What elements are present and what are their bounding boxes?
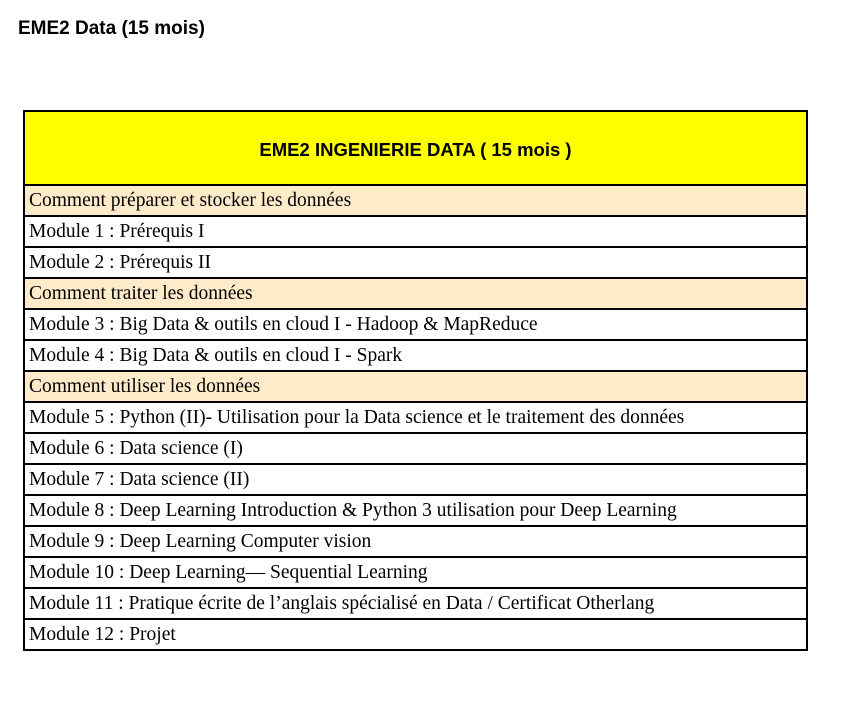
module-row-1 — [24, 216, 807, 247]
module-row-12 — [24, 619, 807, 650]
section-row-process — [24, 278, 807, 309]
module-label: Module 4 : Big Data & outils en cloud I - Spark — [24, 340, 807, 371]
module-label: Module 6 : Data science (I) — [24, 433, 807, 464]
module-row-11 — [24, 588, 807, 619]
section-row-use — [24, 371, 807, 402]
module-label: Module 9 : Deep Learning Computer vision — [24, 526, 807, 557]
module-label: Module 3 : Big Data & outils en cloud I - Hadoop & MapReduce — [24, 309, 807, 340]
module-row-4 — [24, 340, 807, 371]
section-label: Comment préparer et stocker les données — [24, 185, 807, 216]
module-row-8 — [24, 495, 807, 526]
module-label: Module 7 : Data science (II) — [24, 464, 807, 495]
module-row-9 — [24, 526, 807, 557]
module-row-5 — [24, 402, 807, 433]
section-row-prepare — [24, 185, 807, 216]
module-label: Module 11 : Pratique écrite de l’anglais spécialisé en Data / Certificat Otherlang — [24, 588, 807, 619]
module-row-6 — [24, 433, 807, 464]
section-label: Comment utiliser les données — [24, 371, 807, 402]
section-label: Comment traiter les données — [24, 278, 807, 309]
module-row-10 — [24, 557, 807, 588]
module-label: Module 5 : Python (II)- Utilisation pour la Data science et le traitement des données — [24, 402, 807, 433]
program-table — [23, 110, 808, 651]
page-title: EME2 Data (15 mois) — [18, 18, 205, 39]
module-row-3 — [24, 309, 807, 340]
module-label: Module 2 : Prérequis II — [24, 247, 807, 278]
table-header: EME2 INGENIERIE DATA ( 15 mois ) — [24, 111, 807, 185]
module-label: Module 12 : Projet — [24, 619, 807, 650]
module-row-2 — [24, 247, 807, 278]
table-header-row — [24, 111, 807, 185]
module-label: Module 10 : Deep Learning— Sequential Learning — [24, 557, 807, 588]
module-label: Module 8 : Deep Learning Introduction & Python 3 utilisation pour Deep Learning — [24, 495, 807, 526]
module-label: Module 1 : Prérequis I — [24, 216, 807, 247]
module-row-7 — [24, 464, 807, 495]
